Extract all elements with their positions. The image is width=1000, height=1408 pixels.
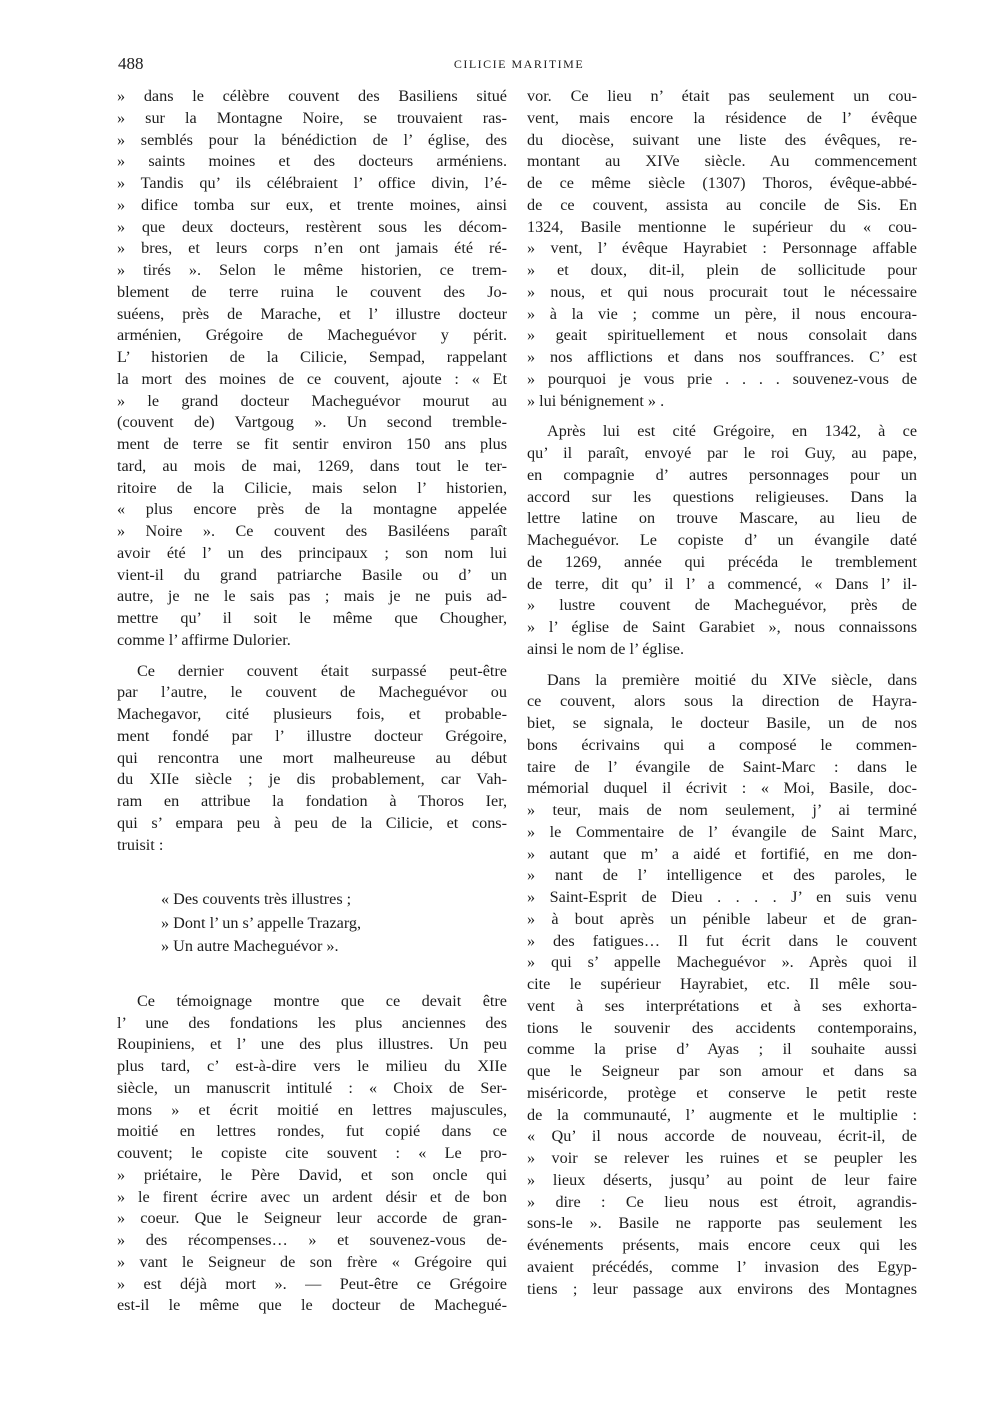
text-line: ram en attribue la fondation à Thoros Ier,: [117, 792, 507, 810]
text-line: mémorial duquel il écrivit : « Moi, Basile, doc-: [527, 779, 917, 798]
text-line: vent, mais encore la résidence de l’ évêque: [527, 108, 917, 127]
text-line: ce couvent, alors sous la direction de Hayra-: [527, 692, 917, 711]
text-line: » tirés ». Selon le même historien, ce trem-: [117, 261, 507, 279]
text-line: miséricorde, protège et conserve le petit reste: [527, 1083, 917, 1102]
text-line: Roupiniens, et l’ une des plus illustres. Un peu: [117, 1035, 507, 1054]
text-line: » lui bénignement » .: [527, 391, 665, 410]
text-line: de terre, dit qu’ il l’ a commencé, « Dans l’ il-: [527, 574, 917, 593]
text-line: » priétaire, le Père David, et son oncle qui: [117, 1165, 507, 1184]
text-line: ment de terre se fit sentir environ 150 ans plus: [117, 435, 507, 453]
text-line: vent à ses interprétations et à ses exhorta-: [527, 996, 917, 1015]
text-line: plus tard, c’ est-à-dire vers le milieu du XIIe: [117, 1057, 507, 1075]
text-line: avaient précédés, comme l’ invasion des Egyp-: [527, 1257, 917, 1276]
text-line: » qui s’ appelle Macheguévor ». Après quoi il: [527, 953, 917, 972]
text-line: Ce dernier couvent était surpassé peut-être: [137, 661, 507, 680]
text-line: qui s’ empara peu à peu de la Cilicie, et cons-: [117, 813, 507, 832]
text-line: » à bout après un pénible labeur et de gran-: [527, 909, 917, 928]
text-line: » Saint-Esprit de Dieu . . . . J’ en suis venu: [527, 888, 917, 906]
text-line: » geait spirituellement et nous consolait dans: [527, 326, 917, 345]
text-line: qu’ il paraît, envoyé par le roi Guy, au pape,: [527, 444, 917, 462]
page-header: [118, 54, 920, 78]
text-line: 1324, Basile mentionne le supérieur du « cou-: [527, 217, 917, 236]
text-line: mons » et écrit moitié en lettres majuscules,: [117, 1100, 507, 1119]
text-line: » teur, mais de nom seulement, j’ ai terminé: [527, 801, 917, 819]
verse-line: « Des couvents très illustres ;: [161, 890, 352, 909]
text-line: autre, je ne le sais pas ; mais je ne puis ad-: [117, 587, 507, 606]
text-line: » le grand docteur Macheguévor mourut au: [117, 391, 507, 410]
page-number: 488: [118, 54, 144, 73]
text-line: » nos afflictions et dans nos souffrances. C’ est: [527, 348, 917, 366]
text-line: ainsi le nom de l’ église.: [527, 639, 685, 658]
text-line: » des fatigues… Il fut écrit dans le couvent: [527, 931, 917, 950]
text-line: Machegavor, cité plusieurs fois, et probable-: [117, 705, 507, 723]
text-line: » semblés pour la bénédiction de l’ église, des: [117, 130, 507, 149]
verse-quote: [117, 888, 507, 959]
text-line: par l’autre, le couvent de Macheguévor ou: [117, 683, 507, 702]
text-line: « Qu’ il nous accorde de nouveau, écrit-il, de: [527, 1127, 917, 1146]
text-line: suéens, près de Marache, et l’ illustre docteur: [117, 304, 507, 323]
text-line: moitié en lettres rondes, fut copié dans ce: [117, 1122, 507, 1141]
text-line: biet, se signala, le docteur Basile, un de nos: [527, 714, 917, 732]
text-line: du XIIe siècle ; je dis probablement, car Vah-: [117, 770, 507, 789]
text-line: arménien, Grégoire de Macheguévor y périt.: [117, 326, 507, 345]
text-line: truisit :: [117, 835, 164, 854]
paragraph: [527, 421, 917, 660]
text-line: sons-le ». Basile ne rapporte pas seulement les: [527, 1214, 917, 1233]
text-line: comme l’ affirme Dulorier.: [117, 630, 291, 649]
text-line: » pourquoi je vous prie . . . . souvenez-vous de: [527, 369, 917, 388]
verse-line: » Dont l’ un s’ appelle Trazarg,: [161, 913, 362, 932]
text-line: ment fondé par l’ illustre docteur Grégoire,: [117, 726, 507, 745]
text-line: » le firent écrire avec un ardent désir et de bon: [117, 1187, 507, 1206]
text-line: » difice tomba sur eux, et trente moines, ainsi: [117, 195, 507, 214]
text-line: blement de terre ruina le couvent des Jo-: [117, 282, 507, 301]
text-line: » Noire ». Ce couvent des Basiléens paraît: [117, 522, 507, 540]
text-line: de ce couvent, assista au concile de Sis. En: [527, 195, 917, 214]
text-line: Dans la première moitié du XIVe siècle, dans: [547, 670, 917, 689]
text-line: » coeur. Que le Seigneur leur accorde de gran-: [117, 1209, 507, 1228]
text-line: » et doux, dit-il, plein de sollicitude pour: [527, 261, 917, 279]
text-line: en compagnie d’ autres personnages pour un: [527, 465, 917, 484]
text-line: bons écrivains qui a composé le commen-: [527, 735, 917, 754]
text-line: Ce témoignage montre que ce devait être: [137, 991, 507, 1010]
text-line: accord sur les questions religieuses. Dans la: [527, 487, 917, 506]
text-line: Après lui est cité Grégoire, en 1342, à ce: [547, 422, 917, 441]
text-line: » est déjà mort ». — Peut-être ce Grégoire: [117, 1274, 507, 1293]
text-line: tard, au mois de mai, 1269, dans tout le ter-: [117, 456, 507, 475]
text-line: du diocèse, suivant une liste des évêques, re-: [527, 130, 917, 149]
text-line: est-il le même que le docteur de Machegué-: [117, 1296, 507, 1315]
text-line: montant au XIVe siècle. Au commencement: [527, 152, 917, 171]
text-line: » des récompenses… » et souvenez-vous de-: [117, 1231, 507, 1249]
text-line: ritoire de la Cilicie, mais selon l’ historien,: [117, 478, 507, 497]
left-column: [117, 86, 507, 1317]
text-line: » voir se relever les ruines et se peupler les: [527, 1149, 917, 1167]
text-line: couvent; le copiste cite souvent : « Le pro-: [117, 1144, 507, 1162]
text-line: la mort des moines de ce couvent, ajoute : « Et: [117, 369, 507, 388]
text-line: » Tandis qu’ ils célébraient l’ office divin, l’é-: [117, 174, 507, 192]
text-line: (couvent de) Vartgoug ». Un second tremble-: [117, 413, 507, 432]
text-line: tions le souvenir des accidents contemporains,: [527, 1018, 917, 1037]
text-line: » autant que m’ a aidé et fortifié, en me don-: [527, 844, 917, 863]
text-line: L’ historien de la Cilicie, Sempad, rappelant: [117, 348, 507, 366]
text-line: » dans le célèbre couvent des Basiliens situé: [117, 87, 507, 105]
right-column: [527, 86, 917, 1300]
text-line: de ce même siècle (1307) Thoros, évêque-abbé-: [527, 174, 917, 192]
text-line: mettre qu’ il soit le même que Chougher,: [117, 609, 507, 627]
text-line: » sur la Montagne Noire, se trouvaient ras-: [117, 108, 507, 127]
text-line: avoir été l’ un des principaux ; son nom lui: [117, 543, 507, 562]
verse-line: » Un autre Macheguévor ».: [161, 937, 339, 956]
text-line: de 1269, année qui précéda le tremblement: [527, 552, 917, 571]
text-line: » lieux déserts, jusqu’ au point de leur faire: [527, 1170, 917, 1189]
paragraph: [117, 661, 507, 857]
text-line: » lustre couvent de Macheguévor, près de: [527, 596, 917, 615]
text-line: » saints moines et des docteurs arméniens.: [117, 152, 507, 171]
text-line: « plus encore près de la montagne appelée: [117, 500, 507, 519]
text-line: taire de l’ évangile de Saint-Marc : dans le: [527, 757, 917, 776]
paragraph: [117, 86, 507, 652]
text-line: événements présents, mais encore ceux qui les: [527, 1236, 917, 1254]
text-line: lettre latine on trouve Mascare, au lieu de: [527, 509, 917, 528]
text-line: » dire : Ce lieu nous est étroit, agrandis-: [527, 1192, 917, 1211]
running-title: CILICIE MARITIME: [453, 57, 585, 71]
text-line: » à la vie ; comme un père, il nous encoura-: [527, 304, 917, 323]
text-line: siècle, un manuscrit intitulé : « Choix de Ser-: [117, 1078, 507, 1097]
text-line: » nant de l’ intelligence et des paroles, le: [527, 866, 917, 885]
text-line: » que deux docteurs, restèrent sous les décom-: [117, 217, 507, 236]
text-line: » vant le Seigneur de son frère « Grégoire qui: [117, 1252, 507, 1271]
text-line: de la communauté, l’ augmente et le multiplie :: [527, 1105, 917, 1124]
text-line: vient-il du grand patriarche Basile ou d’ un: [117, 565, 507, 584]
text-line: qui rencontra une mort malheureuse au début: [117, 748, 507, 767]
text-line: Macheguévor. Le copiste d’ un évangile daté: [527, 531, 917, 549]
text-line: l’ une des fondations les plus anciennes des: [117, 1013, 507, 1032]
text-line: » nous, et qui nous procurait tout le nécessaire: [527, 282, 917, 301]
text-line: tiens ; leur passage aux environs des Montagnes: [527, 1279, 917, 1298]
text-line: comme la prise d’ Ayas ; il souhaite aussi: [527, 1040, 917, 1059]
paragraph: [117, 991, 507, 1317]
paragraph: [527, 670, 917, 1301]
text-line: vor. Ce lieu n’ était pas seulement un cou-: [527, 87, 917, 105]
paragraph: [527, 86, 917, 412]
text-line: » bres, et leurs corps n’en ont jamais été ré-: [117, 239, 507, 258]
text-line: » le Commentaire de l’ évangile de Saint Marc,: [527, 822, 917, 841]
text-line: que le Seigneur par son amour et dans sa: [527, 1062, 917, 1080]
text-line: cite le supérieur Hayrabiet, etc. Il mêle sou-: [527, 975, 917, 993]
text-line: » l’ église de Saint Garabiet », nous connaissons: [527, 618, 917, 636]
text-line: » vent, l’ évêque Hayrabiet : Personnage affable: [527, 239, 917, 258]
